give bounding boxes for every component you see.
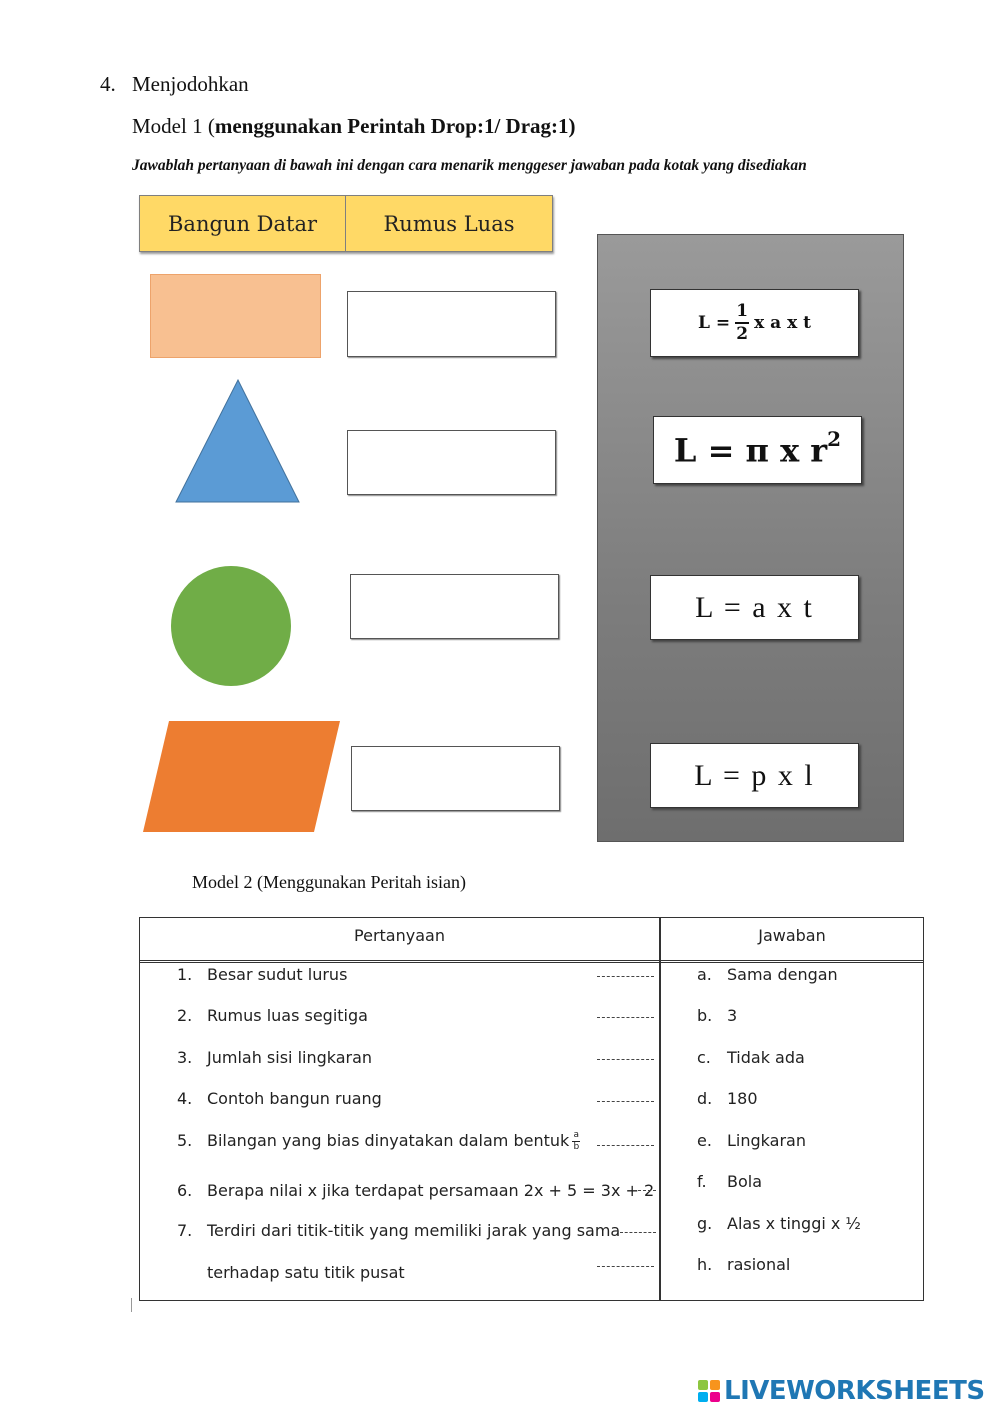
column-divider — [659, 918, 661, 1300]
answer-blank-5[interactable] — [597, 1145, 654, 1146]
model1-prefix: Model 1 ( — [132, 114, 215, 138]
answer-option-c: c. Tidak ada — [697, 1048, 805, 1067]
formula-a-x-t: L = a x t — [695, 590, 814, 624]
question-row-7: 7. Terdiri dari titik-titik yang memiliki jarak yang sama — [177, 1221, 621, 1240]
formula-card-triangle[interactable] — [650, 289, 859, 357]
question-number: 4. — [100, 72, 116, 96]
formula-pi-r-squared — [673, 426, 842, 470]
drop-box-rectangle[interactable] — [347, 291, 556, 357]
formula-card-parallelogram[interactable] — [650, 575, 859, 640]
answer-option-d: d. 180 — [697, 1089, 758, 1108]
question-row-4: 4. Contoh bangun ruang — [177, 1089, 382, 1108]
drop-box-triangle[interactable] — [347, 430, 556, 495]
margin-mark — [131, 1298, 132, 1312]
parallelogram-shape — [142, 720, 342, 834]
answer-option-e: e. Lingkaran — [697, 1131, 806, 1150]
formula-p-x-l: L = p x l — [694, 758, 815, 792]
header-divider — [140, 960, 923, 963]
circle-shape — [171, 566, 291, 686]
formula-card-circle[interactable] — [653, 416, 862, 484]
logo-icon — [698, 1380, 720, 1402]
answer-blank-3[interactable] — [597, 1059, 654, 1060]
question-row-2: 2. Rumus luas segitiga — [177, 1006, 368, 1025]
formula-card-rectangle[interactable] — [650, 743, 859, 808]
answer-option-a: a. Sama dengan — [697, 965, 838, 984]
model2-heading: Model 2 (Menggunakan Peritah isian) — [192, 872, 466, 892]
answer-blank-1[interactable] — [597, 976, 654, 977]
header-jawaban: Jawaban — [758, 926, 826, 945]
fraction-denominator: 2 — [736, 324, 749, 344]
question-title: Menjodohkan — [132, 72, 249, 96]
answer-option-f: f. Bola — [697, 1172, 763, 1191]
instruction-text: Jawablah pertanyaan di bawah ini dengan cara menarik menggeser jawaban pada kotak yang disediakan — [132, 157, 807, 174]
question-row-7-cont: terhadap satu titik pusat — [207, 1263, 405, 1282]
fraction-a-over-b: $\frac{a}{b}$ — [573, 1130, 580, 1152]
header-pertanyaan: Pertanyaan — [354, 926, 445, 945]
formula-suffix: x a x t — [754, 313, 812, 333]
model1-bold: menggunakan Perintah Drop:1/ Drag:1) — [214, 114, 576, 138]
triangle-shape — [175, 378, 301, 504]
answer-option-g: g. Alas x tinggi x ½ — [697, 1214, 861, 1233]
answer-blank-8[interactable] — [597, 1266, 654, 1267]
formula-exponent: 2 — [827, 426, 842, 451]
rectangle-shape — [150, 274, 321, 358]
answer-option-h: h. rasional — [697, 1255, 791, 1274]
answer-blank-7[interactable] — [620, 1232, 656, 1233]
fraction-numerator: 1 — [736, 301, 749, 321]
model1-heading — [132, 114, 576, 139]
drop-box-parallelogram[interactable] — [351, 746, 560, 811]
header-rumus-luas: Rumus Luas — [383, 211, 515, 236]
formula-l-equals: L = — [697, 313, 731, 333]
header-bangun-datar: Bangun Datar — [140, 196, 346, 251]
fraction-half — [735, 303, 749, 343]
question-row-3: 3. Jumlah sisi lingkaran — [177, 1048, 373, 1067]
answer-blank-6[interactable] — [633, 1190, 656, 1191]
answer-option-b: b. 3 — [697, 1006, 738, 1025]
question-row-5: 5. Bilangan yang bias dinyatakan dalam bentuk $\frac{a}{b}$ — [177, 1130, 580, 1152]
liveworksheets-logo — [698, 1376, 985, 1406]
answer-blank-2[interactable] — [597, 1017, 654, 1018]
drop-box-circle[interactable] — [350, 574, 559, 639]
answer-blank-4[interactable] — [597, 1101, 654, 1102]
shape-formula-header — [139, 195, 553, 252]
formula-pi-base: L = π x r — [673, 431, 828, 470]
question-row-6: 6. Berapa nilai x jika terdapat persamaan 2x + 5 = 3x + 2 — [177, 1181, 655, 1200]
formula-half-base-height — [698, 303, 811, 343]
logo-text: LIVEWORKSHEETS — [724, 1376, 985, 1406]
question-row-1: 1. Besar sudut lurus — [177, 965, 348, 984]
